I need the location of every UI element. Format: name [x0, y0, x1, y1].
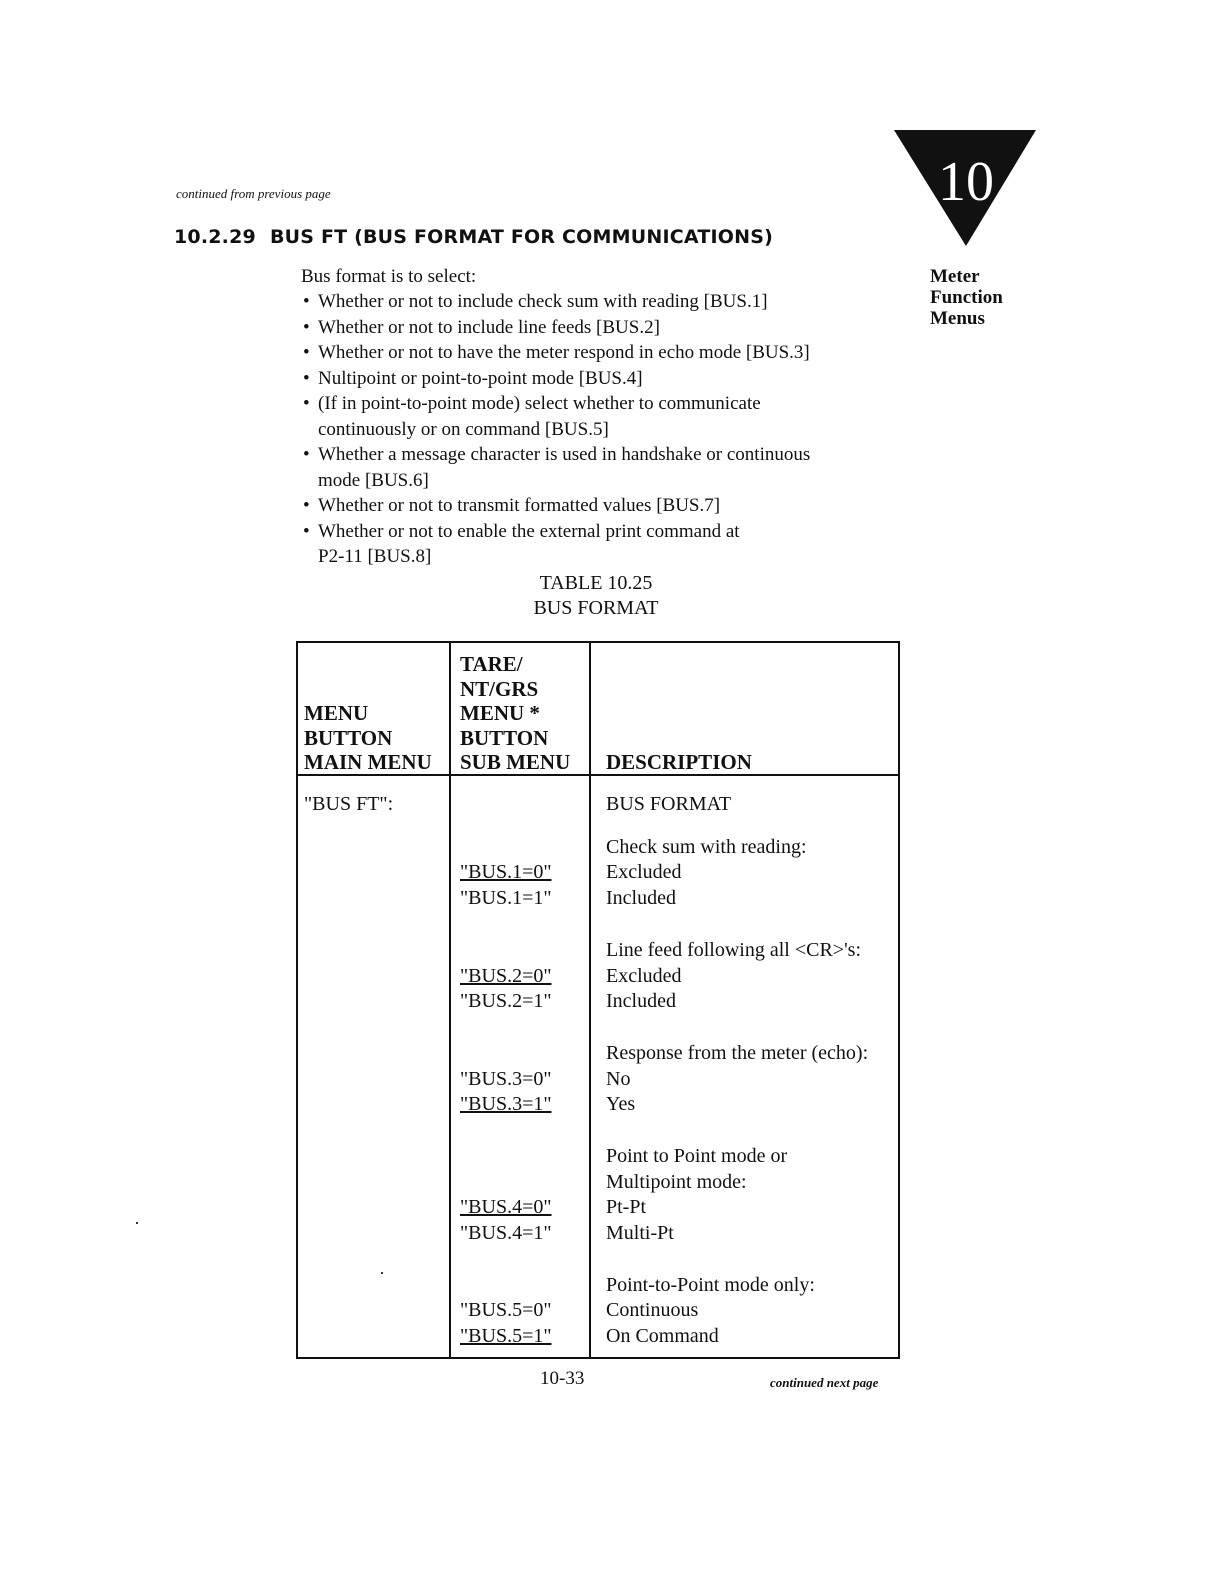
option-code: "BUS.1=1" [460, 887, 552, 909]
chapter-number: 10 [938, 151, 994, 213]
section-heading [174, 226, 773, 248]
chapter-label-line: Meter [930, 266, 980, 287]
option-label: No [606, 1068, 631, 1090]
bullet-item: • (If in point-to-point mode) select whether to communicate continuously or on command [BUS.5] [303, 393, 761, 440]
option-label: Yes [606, 1093, 636, 1115]
option-group-description: Point to Point mode or [606, 1145, 788, 1167]
option-code: "BUS.4=0" [460, 1196, 552, 1218]
main-menu-cell: "BUS FT": [304, 793, 394, 815]
bullet-item: • Nultipoint or point-to-point mode [BUS.4] [303, 367, 643, 389]
bullet-item: • Whether or not to have the meter respond in echo mode [BUS.3] [303, 342, 810, 363]
option-group-description: Point-to-Point mode only: [606, 1274, 815, 1296]
table-caption-title: BUS FORMAT [533, 597, 659, 619]
chapter-label-line: Menus [930, 308, 985, 329]
chapter-label [930, 266, 1003, 329]
bullet-item: • Whether or not to enable the external print command at P2-11 [BUS.8] [303, 520, 740, 567]
intro-text: Bus format is to select: [301, 266, 477, 287]
column-divider [449, 643, 451, 1357]
bullet-item: • Whether or not to transmit formatted values [BUS.7] [303, 495, 721, 516]
header-description: DESCRIPTION [606, 750, 752, 774]
chapter-tab-triangle [894, 128, 1036, 246]
option-code: "BUS.2=1" [460, 990, 552, 1012]
continued-next-note: continued next page [770, 1375, 879, 1390]
header-main-menu: MENU BUTTON MAIN MENU [304, 701, 432, 774]
option-label: Excluded [606, 861, 682, 883]
option-group-description: Response from the meter (echo): [606, 1042, 869, 1064]
option-code: "BUS.1=0" [460, 861, 552, 883]
bullet-item: • Whether a message character is used in handshake or continuous mode [BUS.6] [303, 444, 811, 491]
option-group-description: Check sum with reading: [606, 836, 807, 858]
bullet-list [301, 289, 881, 570]
option-label: Continuous [606, 1299, 699, 1321]
table-caption-number: TABLE 10.25 [539, 572, 653, 594]
option-label: Multi-Pt [606, 1222, 674, 1244]
option-label: Excluded [606, 965, 682, 987]
section-title: BUS FT (BUS FORMAT FOR COMMUNICATIONS) [269, 226, 773, 248]
bullet-item: • Whether or not to include line feeds [BUS.2] [303, 316, 660, 338]
bullet-item: • Whether or not to include check sum with reading [BUS.1] [303, 291, 768, 312]
page-number: 10-33 [540, 1368, 585, 1389]
table-group-title: BUS FORMAT [606, 793, 732, 815]
option-group-description: Line feed following all <CR>'s: [606, 939, 862, 961]
header-sub-menu: TARE/ NT/GRS MENU * BUTTON SUB MENU [460, 652, 571, 774]
section-number: 10.2.29 [174, 226, 256, 248]
column-divider [589, 643, 591, 1357]
continued-from-note: continued from previous page [176, 186, 331, 201]
option-code: "BUS.5=0" [460, 1299, 552, 1321]
chapter-label-line: Function [930, 287, 1003, 308]
option-label: Pt-Pt [606, 1196, 647, 1218]
option-code: "BUS.2=0" [460, 965, 552, 987]
option-group-description: Multipoint mode: [606, 1171, 747, 1193]
option-code: "BUS.3=0" [460, 1068, 552, 1090]
option-code: "BUS.5=1" [460, 1325, 552, 1347]
scan-speck [136, 1222, 138, 1224]
option-label: Included [606, 887, 676, 909]
scan-speck [381, 1272, 383, 1274]
bus-format-table [296, 641, 900, 1359]
option-label: Included [606, 990, 676, 1012]
option-label: On Command [606, 1325, 719, 1347]
option-code: "BUS.3=1" [460, 1093, 552, 1115]
option-code: "BUS.4=1" [460, 1222, 552, 1244]
